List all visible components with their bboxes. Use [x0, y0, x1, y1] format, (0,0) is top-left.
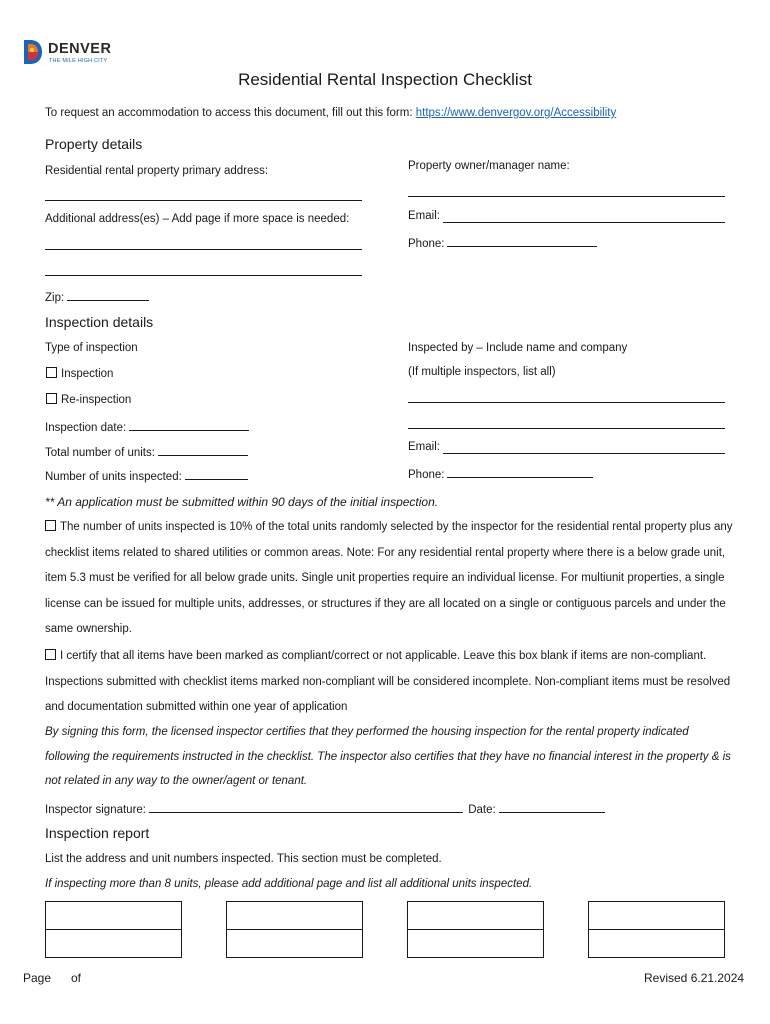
owner-email-label: Email: — [408, 210, 440, 222]
inspection-date-row — [45, 419, 249, 434]
inspection-date-label: Inspection date: — [45, 422, 127, 434]
signature-field[interactable] — [149, 801, 463, 813]
inspection-date-field[interactable] — [129, 419, 249, 431]
unit-box-4 — [588, 901, 725, 958]
signature-date-field[interactable] — [499, 801, 605, 813]
additional-address-field-2[interactable] — [45, 275, 362, 276]
inspector-phone-field[interactable] — [447, 466, 593, 478]
inspector-name-field-1[interactable] — [408, 402, 725, 403]
signature-row — [45, 801, 605, 816]
page-label: Page — [23, 971, 52, 985]
certify-units-paragraph — [45, 515, 735, 643]
unit-box-1 — [45, 901, 182, 958]
owner-name-field[interactable] — [408, 196, 725, 197]
unit-entry-field[interactable] — [408, 902, 543, 930]
unit-entry-field[interactable] — [46, 902, 181, 930]
inspected-by-label: Inspected by – Include name and company — [408, 342, 628, 354]
reinspection-checkbox[interactable] — [46, 393, 57, 404]
page-of-label: of — [71, 971, 82, 985]
revision-date: Revised 6.21.2024 — [644, 971, 745, 985]
certify-compliant-checkbox[interactable] — [45, 649, 56, 660]
certify-units-text: The number of units inspected is 10% of the total units randomly selected by the inspector for the residential rental property plus any checklist items related to shared utilities or common areas. Note: For any residential rental property where there is a below grade unit, item 5.3 must be verified for all below grade units. Single unit properties require an individual license. For multiunit properties, a single license can be issued for multiple units, addresses, or structures if they are all located on a single or contiguous parcels and under the same ownership. — [45, 521, 733, 636]
inspection-report-heading: Inspection report — [45, 825, 150, 841]
denver-logo-mark — [22, 39, 44, 65]
accommodation-line — [45, 107, 616, 119]
multiple-inspectors-label: (If multiple inspectors, list all) — [408, 366, 556, 378]
inspection-type-label: Type of inspection — [45, 342, 138, 354]
units-inspected-label: Number of units inspected: — [45, 471, 182, 483]
owner-phone-field[interactable] — [447, 235, 597, 247]
signature-date-label: Date: — [468, 804, 496, 816]
signature-label: Inspector signature: — [45, 804, 147, 816]
owner-email-field[interactable] — [443, 222, 725, 223]
logo-wordmark: DENVER — [48, 41, 112, 57]
inspection-details-heading: Inspection details — [45, 314, 154, 330]
inspector-email-row — [408, 441, 440, 453]
unit-entry-field[interactable] — [589, 930, 724, 957]
additional-address-label: Additional address(es) – Add page if more space is needed: — [45, 213, 350, 225]
certify-compliant-paragraph — [45, 644, 735, 721]
total-units-row — [45, 444, 248, 459]
unit-entry-field[interactable] — [227, 902, 362, 930]
inspector-name-field-2[interactable] — [408, 428, 725, 429]
owner-name-label: Property owner/manager name: — [408, 160, 570, 172]
accommodation-text: To request an accommodation to access this document, fill out this form: — [45, 107, 413, 119]
owner-email-row — [408, 210, 440, 222]
page-title: Residential Rental Inspection Checklist — [238, 70, 532, 89]
zip-field[interactable] — [67, 289, 149, 301]
units-inspected-field[interactable] — [185, 468, 248, 480]
primary-address-label: Residential rental property primary address: — [45, 165, 269, 177]
reinspection-option-label: Re-inspection — [61, 394, 132, 406]
owner-phone-label: Phone: — [408, 238, 445, 250]
property-details-heading: Property details — [45, 136, 143, 152]
report-instruction: List the address and unit numbers inspected. This section must be completed. — [45, 853, 442, 865]
report-note: If inspecting more than 8 units, please add additional page and list all additional units inspected. — [45, 878, 533, 890]
unit-entry-field[interactable] — [408, 930, 543, 957]
owner-phone-row — [408, 235, 597, 250]
zip-label: Zip: — [45, 292, 65, 304]
application-note: ** An application must be submitted within 90 days of the initial inspection. — [45, 495, 439, 509]
unit-box-2 — [226, 901, 363, 958]
reinspection-option[interactable] — [46, 393, 131, 406]
certify-units-checkbox[interactable] — [45, 520, 56, 531]
signing-statement: By signing this form, the licensed inspector certifies that they performed the housing inspection for the rental property indicated following the requirements instructed in the checklist. The inspector also certifies that they have no financial interest in the property & is not related in any way to the owner/agent or tenant. — [45, 726, 731, 788]
total-units-field[interactable] — [158, 444, 248, 456]
unit-entry-field[interactable] — [46, 930, 181, 957]
total-units-label: Total number of units: — [45, 447, 155, 459]
primary-address-field[interactable] — [45, 200, 362, 201]
unit-entry-field[interactable] — [227, 930, 362, 957]
zip-row — [45, 289, 149, 304]
inspection-checkbox[interactable] — [46, 367, 57, 378]
inspection-option-label: Inspection — [61, 368, 114, 380]
inspector-phone-row — [408, 466, 593, 481]
units-inspected-row — [45, 468, 248, 483]
accessibility-link[interactable]: https://www.denvergov.org/Accessibility — [415, 107, 617, 119]
inspector-phone-label: Phone: — [408, 469, 445, 481]
inspector-email-field[interactable] — [443, 453, 725, 454]
unit-entry-field[interactable] — [589, 902, 724, 930]
logo-tagline: THE MILE HIGH CITY — [49, 58, 108, 64]
inspector-email-label: Email: — [408, 441, 440, 453]
inspection-option[interactable] — [46, 367, 113, 380]
unit-box-3 — [407, 901, 544, 958]
certify-compliant-text: I certify that all items have been marked as compliant/correct or not applicable. Leave this box blank if items are non-compliant. Inspections submitted with checklist items marked non-compliant will be considered incomplete. Non-compliant items must be resolved and documentation submitted within one year of application — [45, 650, 731, 714]
additional-address-field-1[interactable] — [45, 249, 362, 250]
